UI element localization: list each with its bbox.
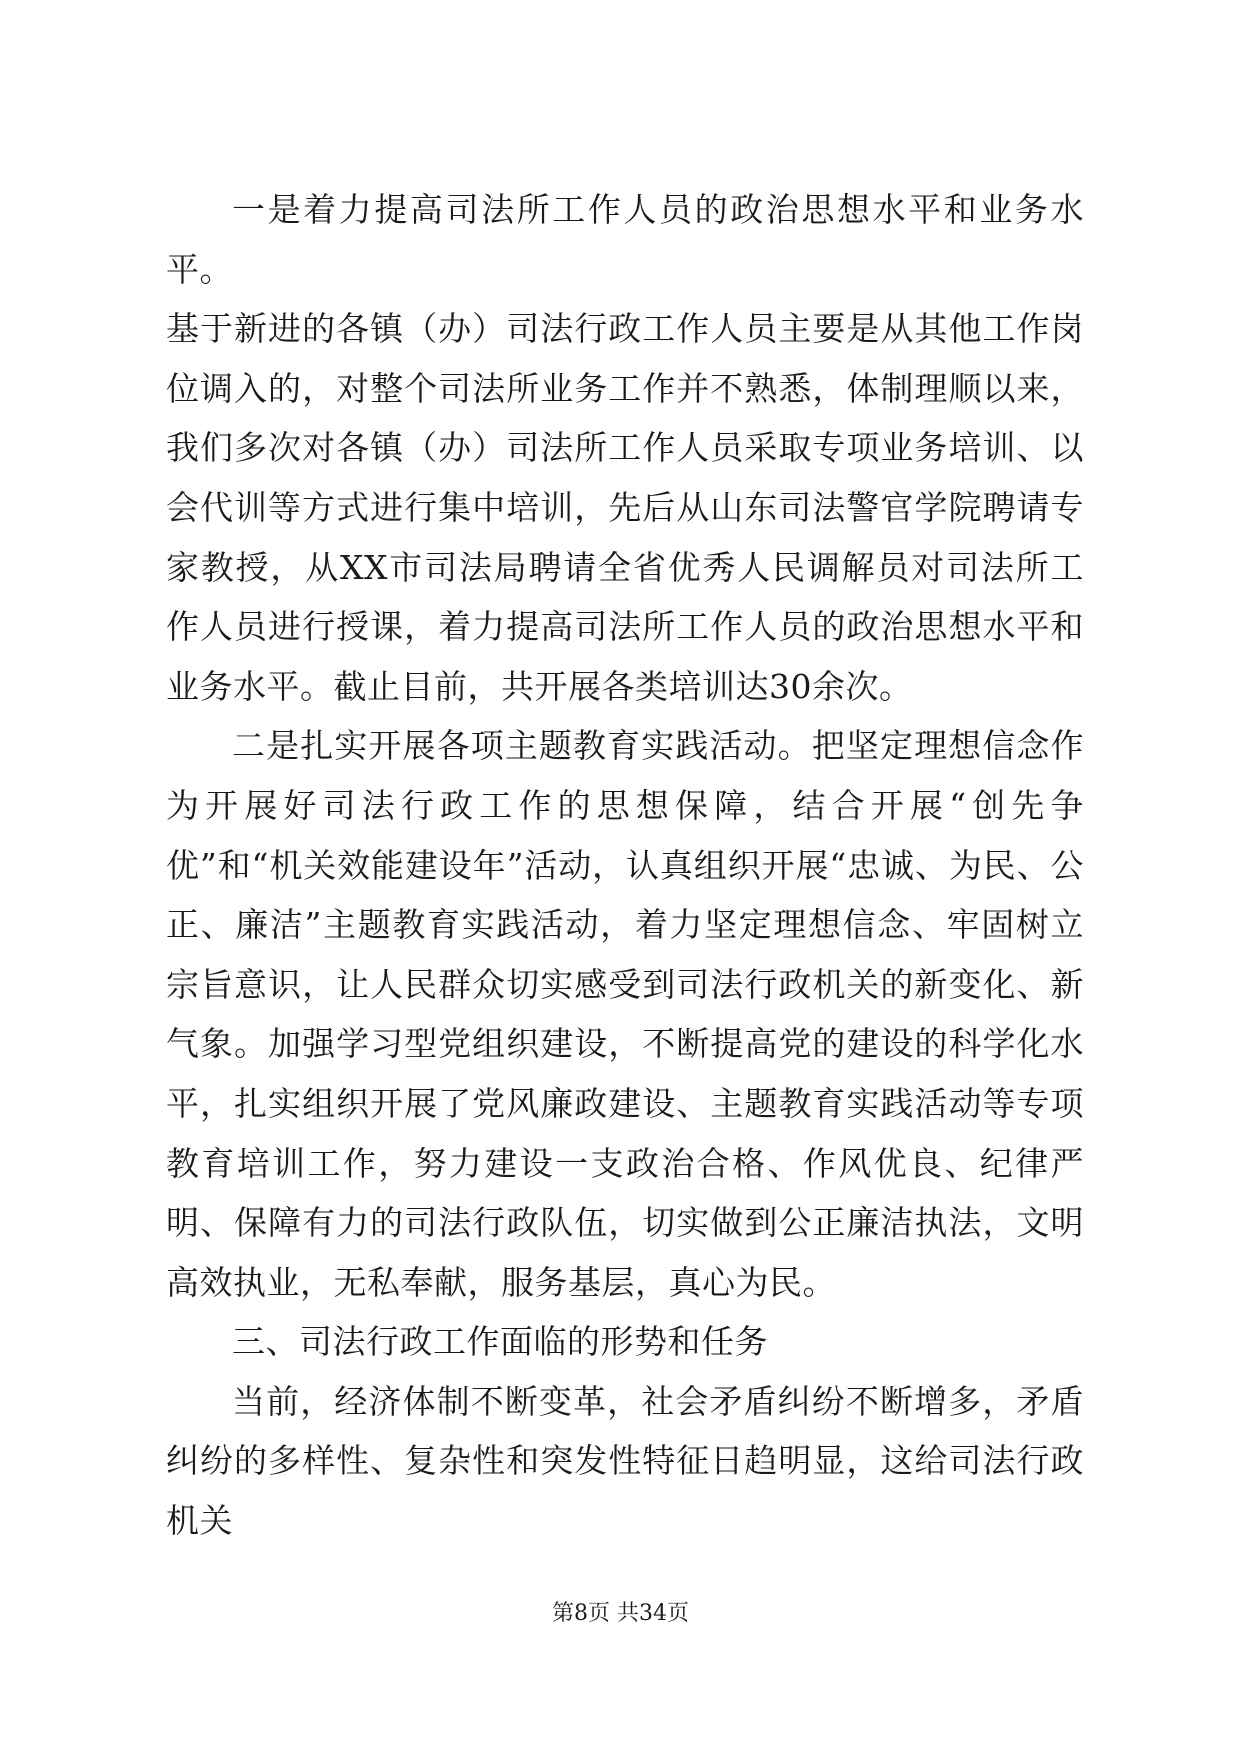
page-footer: 第8页 共34页: [552, 1601, 689, 1626]
section-heading: 三、司法行政工作面临的形势和任务: [232, 1322, 768, 1362]
document-body: [166, 180, 1084, 1551]
paragraph-situation: 当前，经济体制不断变革，社会矛盾纠纷不断增多，矛盾纠纷的多样性、复杂性和突发性特征日趋明显，这给司法行政机关: [166, 1381, 1084, 1541]
paragraph-training: 一是着力提高司法所工作人员的政治思想水平和业务水平。 基于新进的各镇（办）司法行政工作人员主要是从其他工作岗位调入的，对整个司法所业务工作并不熟悉，体制理顺以来，我们多次对各镇（办）司法所工作人员采取专项业务培训、以会代训等方式进行集中培训，先后从山东司法警官学院聘请专家教授，从XX市司法局聘请全省优秀人民调解员对司法所工作人员进行授课，着力提高司法所工作人员的政治思想水平和业务水平。截止目前，共开展各类培训达30余次。: [166, 190, 1084, 706]
paragraph-education: 二是扎实开展各项主题教育实践活动。把坚定理想信念作为开展好司法行政工作的思想保障，结合开展“创先争优”和“机关效能建设年”活动，认真组织开展“忠诚、为民、公正、廉洁”主题教育实践活动，着力坚定理想信念、牢固树立宗旨意识，让人民群众切实感受到司法行政机关的新变化、新气象。加强学习型党组织建设，不断提高党的建设的科学化水平，扎实组织开展了党风廉政建设、主题教育实践活动等专项教育培训工作，努力建设一支政治合格、作风优良、纪律严明、保障有力的司法行政队伍，切实做到公正廉洁执法，文明高效执业，无私奉献，服务基层，真心为民。: [166, 726, 1084, 1302]
